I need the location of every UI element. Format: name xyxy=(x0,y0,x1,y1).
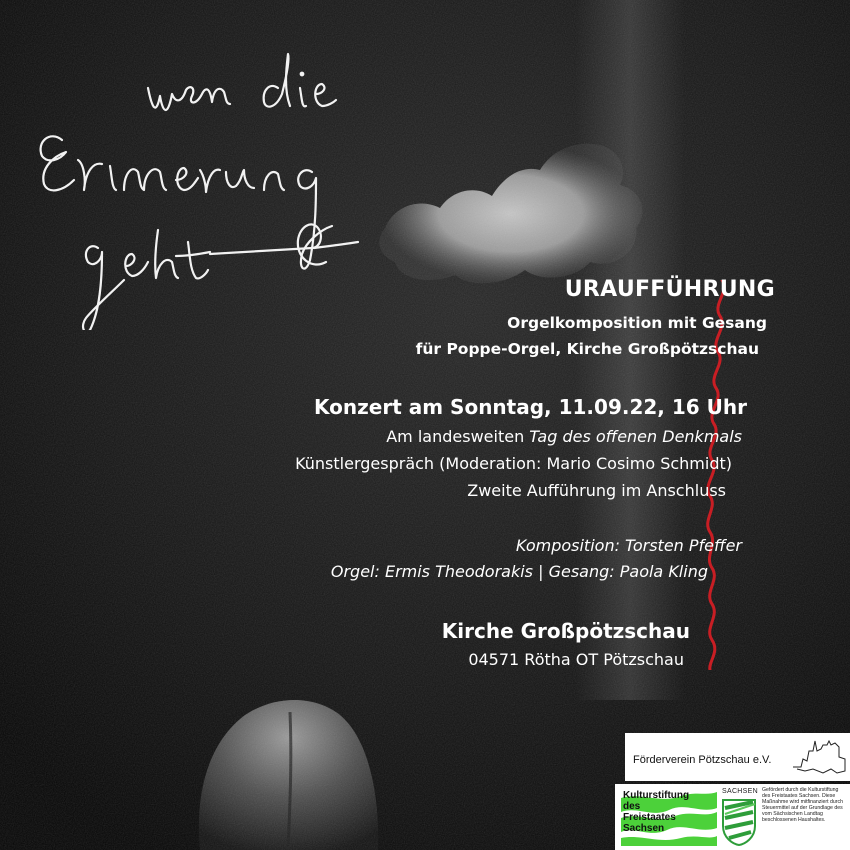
subtitle-line-1: Orgelkomposition mit Gesang xyxy=(507,314,767,332)
detail-line-denkmal-prefix: Am landesweiten xyxy=(386,427,530,446)
funding-logos-box xyxy=(615,784,850,850)
concert-title: Konzert am Sonntag, 11.09.22, 16 Uhr xyxy=(314,395,747,419)
venue-name: Kirche Großpötzschau xyxy=(441,619,690,643)
church-outline-icon xyxy=(793,737,847,777)
foerderverein-name: Förderverein Pötzschau e.V. xyxy=(633,754,772,766)
composition-credit: Komposition: Torsten Pfeffer xyxy=(515,536,742,555)
kulturstiftung-line: des xyxy=(623,801,641,812)
venue-address: 04571 Rötha OT Pötzschau xyxy=(468,650,684,669)
handwritten-title xyxy=(20,30,360,330)
kulturstiftung-line: Sachsen xyxy=(623,823,665,834)
sachsen-crest-icon xyxy=(721,798,757,846)
detail-line-denkmal-italic: Tag des offenen Denkmals xyxy=(529,427,742,446)
sachsen-label: SACHSEN xyxy=(722,788,758,795)
headline: URAUFFÜHRUNG xyxy=(564,277,775,302)
kulturstiftung-line: Freistaates xyxy=(623,812,676,823)
kulturstiftung-text xyxy=(623,790,713,834)
foerderverein-logo-box xyxy=(625,733,850,781)
funding-note: Gefördert durch die Kulturstiftung des Freistaates Sachsen. Diese Maßnahme wird mitfinanziert durch Steuermittel auf der Grundlage des vom Sächsischen Landtag beschlossenen Haushaltes. xyxy=(762,787,844,824)
performers-credit: Orgel: Ermis Theodorakis | Gesang: Paola Kling xyxy=(330,562,708,581)
subtitle-line-2: für Poppe-Orgel, Kirche Großpötzschau xyxy=(415,340,759,358)
detail-line-denkmal xyxy=(386,427,742,446)
detail-line-auffuehrung: Zweite Aufführung im Anschluss xyxy=(467,481,726,500)
kulturstiftung-line: Kulturstiftung xyxy=(623,790,690,801)
red-squiggle-decoration xyxy=(700,280,730,670)
detail-line-gespraech: Künstlergespräch (Moderation: Mario Cosimo Schmidt) xyxy=(295,454,732,473)
